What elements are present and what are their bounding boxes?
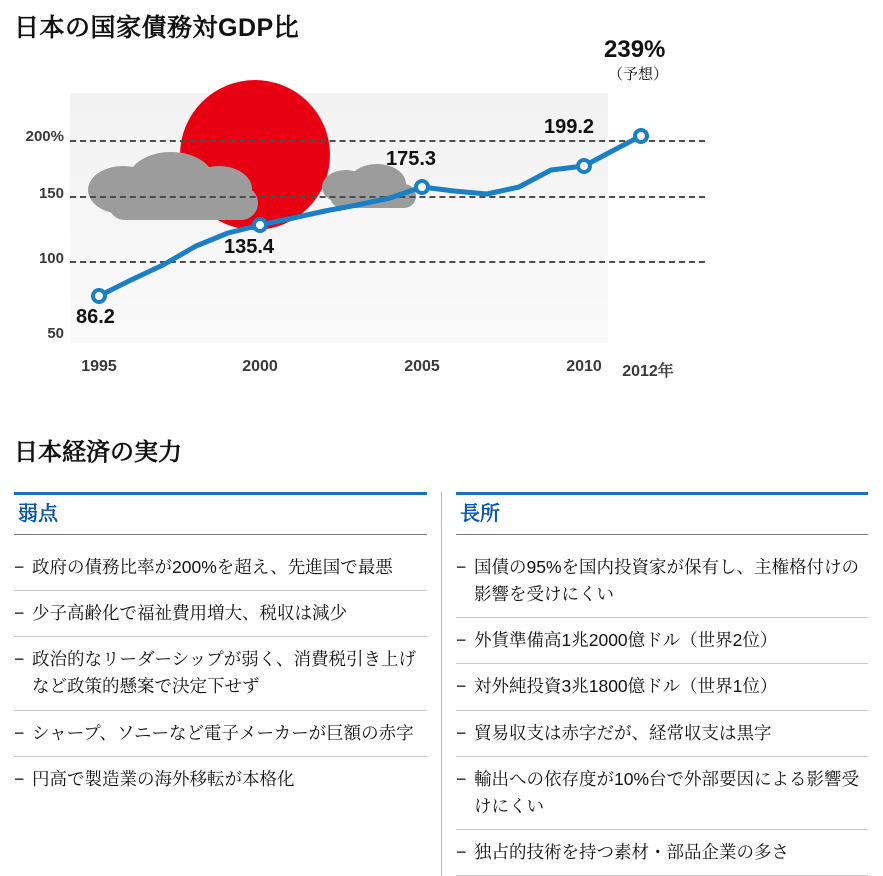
list-item: − 貿易収支は赤字だが、経常収支は黒字	[456, 711, 868, 757]
weakness-column	[0, 492, 441, 876]
list-item: − シャープ、ソニーなど電子メーカーが巨額の赤字	[14, 711, 427, 757]
y-tick-label: 50	[47, 325, 64, 342]
x-tick-label: 2010	[566, 358, 602, 375]
data-label-2010: 199.2	[544, 116, 595, 138]
list-item: − 外貨準備高1兆2000億ドル（世界2位）	[456, 618, 868, 664]
x-tick-label: 2005	[404, 358, 440, 375]
x-tick-label: 2000	[242, 358, 278, 375]
list-item: − 政治的なリーダーシップが弱く、消費税引き上げなど政策的懸案で決定下せず	[14, 637, 427, 710]
list-item: − 対外純投資3兆1800億ドル（世界1位）	[456, 664, 868, 710]
weakness-heading: 弱点	[14, 492, 427, 535]
strength-list	[456, 545, 868, 876]
chart-title: 日本の国家債務対GDP比	[14, 14, 300, 42]
weakness-list	[14, 545, 427, 802]
data-label-2012: 239%	[604, 36, 666, 63]
y-tick-label: 200%	[25, 128, 64, 145]
x-tick-label: 1995	[81, 358, 117, 375]
data-label-2005: 175.3	[386, 148, 437, 170]
chart-line-svg	[0, 48, 883, 393]
x-tick-label: 2012年	[622, 363, 674, 380]
list-item: − 輸出への依存度が10%台で外部要因による影響受けにくい	[456, 757, 868, 830]
chart-area	[0, 36, 883, 393]
list-item: − 独占的技術を持つ素材・部品企業の多さ	[456, 830, 868, 876]
y-tick-label: 100	[38, 250, 64, 267]
list-item: − 政府の債務比率が200%を超え、先進国で最悪	[14, 545, 427, 591]
list-item: − 円高で製造業の海外移転が本格化	[14, 757, 427, 802]
list-item: − 国債の95%を国内投資家が保有し、主権格付けの影響を受けにくい	[456, 545, 868, 618]
forecast-note: （予想）	[608, 66, 669, 83]
comparison-columns	[0, 492, 883, 876]
strength-heading: 長所	[456, 492, 868, 535]
section-title: 日本経済の実力	[14, 439, 182, 466]
data-label-2000: 135.4	[224, 236, 275, 258]
list-item: − 少子高齢化で福祉費用増大、税収は減少	[14, 591, 427, 637]
data-label-1995: 86.2	[76, 306, 115, 328]
y-tick-label: 150	[38, 185, 64, 202]
strength-column	[441, 492, 882, 876]
